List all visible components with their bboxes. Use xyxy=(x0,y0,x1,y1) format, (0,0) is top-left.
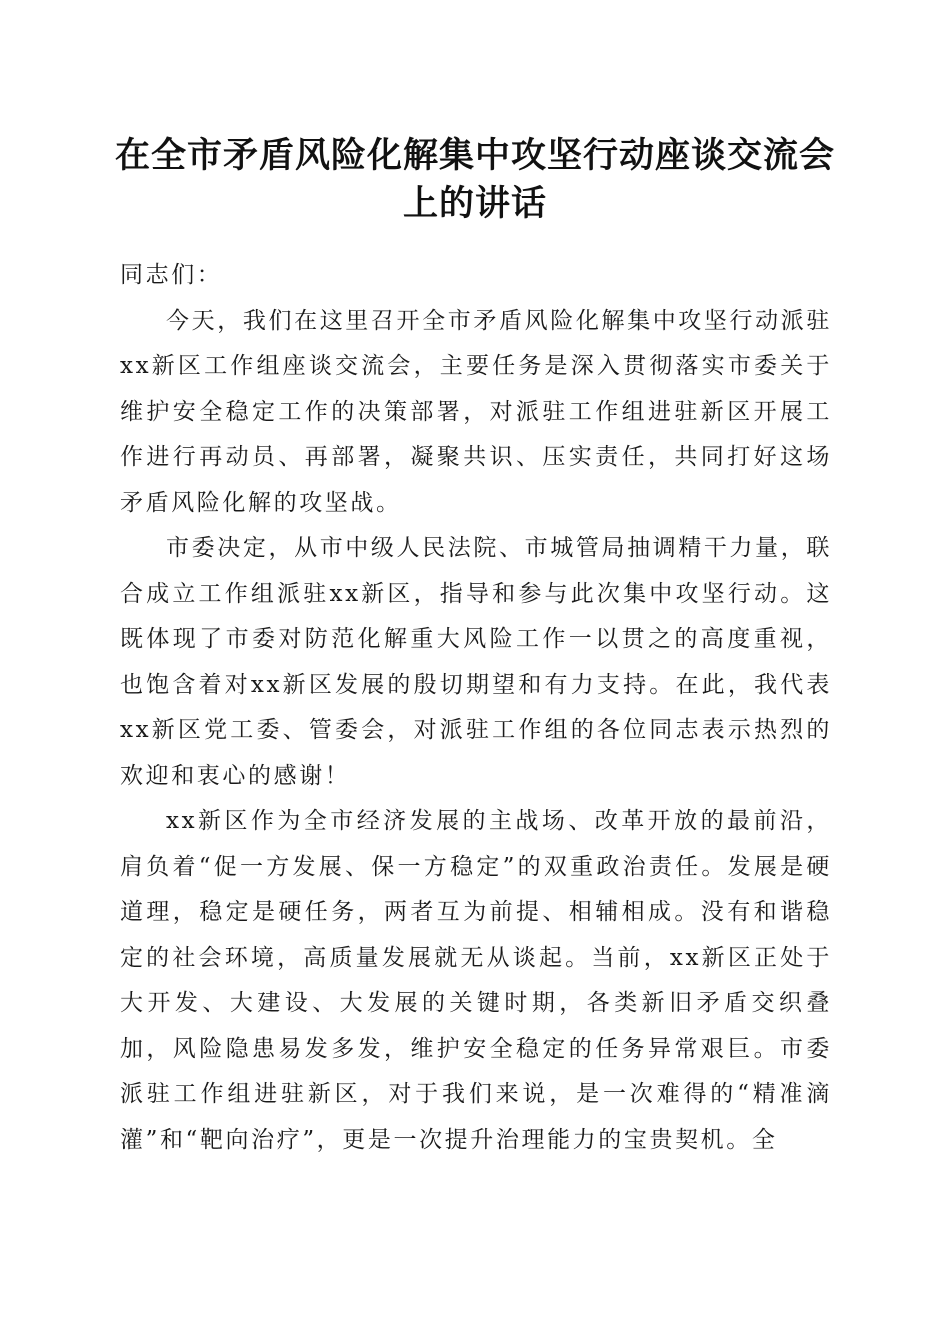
document-title: 在全市矛盾风险化解集中攻坚行动座谈交流会上的讲话 xyxy=(114,135,835,224)
paragraph-new-district: xx新区作为全市经济发展的主战场、改革开放的最前沿，肩负着“促一方发展、保一方稳定”的双重政治责任。发展是硬道理，稳定是硬任务，两者互为前提、相辅相成。没有和谐稳定的社会环境，高质量发展就无从谈起。当前，xx新区正处于大开发、大建设、大发展的关键时期，各类新旧矛盾交织叠加，风险隐患易发多发，维护安全稳定的任务异常艰巨。市委派驻工作组进驻新区，对于我们来说，是一次难得的“精准滴灌”和“靶向治疗”，更是一次提升治理能力的宝贵契机。全 xyxy=(120,808,832,1153)
paragraph-work-group: 市委决定，从市中级人民法院、市城管局抽调精干力量，联合成立工作组派驻xx新区，指导和参与此次集中攻坚行动。这既体现了市委对防范化解重大风险工作一以贯之的高度重视，也饱含着对xx新区发展的殷切期望和有力支持。在此，我代表xx新区党工委、管委会，对派驻工作组的各位同志表示热烈的欢迎和衷心的感谢！ xyxy=(120,535,832,789)
salutation: 同志们： xyxy=(120,262,223,288)
document-body xyxy=(120,253,832,1163)
paragraph-opening: 今天，我们在这里召开全市矛盾风险化解集中攻坚行动派驻xx新区工作组座谈交流会，主要任务是深入贯彻落实市委关于维护安全稳定工作的决策部署，对派驻工作组进驻新区开展工作进行再动员、再部署，凝聚共识、压实责任，共同打好这场矛盾风险化解的攻坚战。 xyxy=(120,307,832,516)
